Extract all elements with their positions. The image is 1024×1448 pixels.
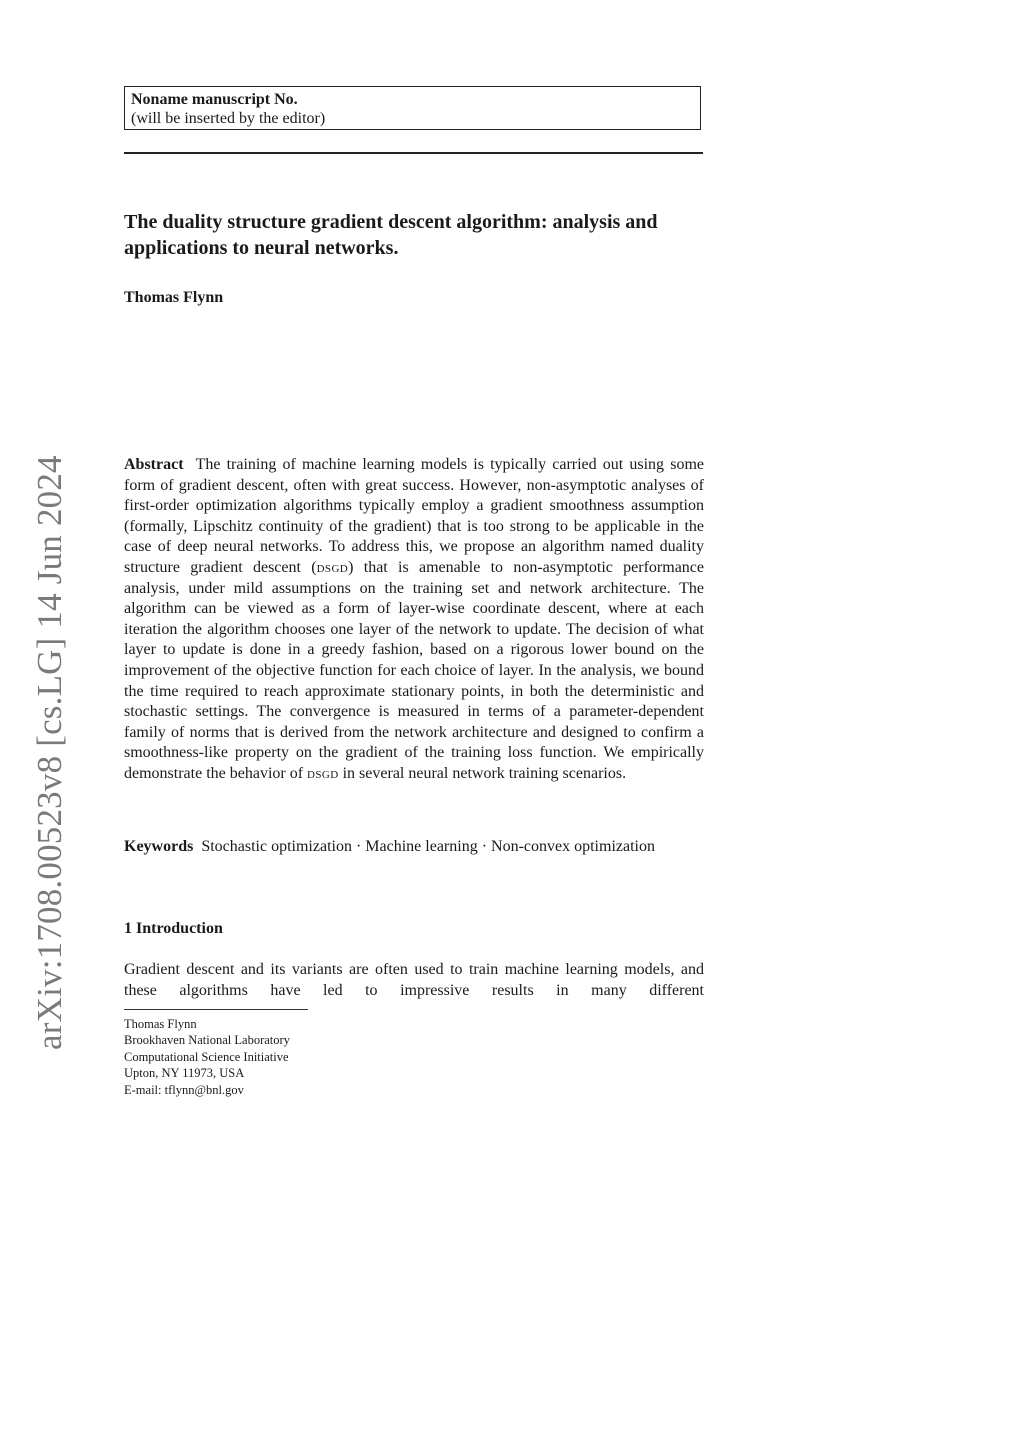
paper-title: The duality structure gradient descent algorithm: analysis and applications to neural networks. — [124, 211, 658, 259]
abstract-label: Abstract — [124, 456, 184, 473]
footnote-line: Computational Science Initiative — [124, 1049, 289, 1064]
editor-note-line: (will be inserted by the editor) — [131, 110, 326, 127]
abstract-acronym-dsgd-1: dsgd — [316, 558, 349, 576]
footnote-rule — [124, 1009, 308, 1010]
abstract-text-part1: The training of machine learning models is typically carried out using some form of gradient descent, often with great success. However, non-asymptotic analyses of first-order optimization algorithms typically employ a gradient smoothness assumption (formally, Lipschitz continuity of the gradient) that is too strong to be applicable in the case of deep neural networks. To address this, we propose an algorithm named duality structure gradient descent ( — [124, 456, 704, 576]
footnote-line: Upton, NY 11973, USA — [124, 1066, 245, 1081]
footnote-line: Thomas Flynn — [124, 1017, 197, 1031]
abstract-paragraph — [124, 455, 704, 785]
section-heading-introduction: 1 Introduction — [124, 920, 223, 937]
footnote-line: Brookhaven National Laboratory — [124, 1033, 290, 1048]
abstract-acronym-dsgd-2: dsgd — [307, 764, 339, 782]
footnote-email-line: E-mail: tflynn@bnl.gov — [124, 1082, 244, 1097]
manuscript-number-line: Noname manuscript No. — [131, 91, 298, 108]
manuscript-header-box — [124, 86, 701, 130]
abstract-text-part2: ) that is amenable to non-asymptotic performance analysis, under mild assumptions on the training set and network architecture. The algorithm can be viewed as a form of layer-wise coordinate descent, where at each iteration the algorithm chooses one layer of the network to update. The decision of what layer to update is done in a greedy fashion, based on a rigorous lower bound on the improvement of the objective function for each choice of layer. In the analysis, we bound the time required to reach approximate stationary points, in both the deterministic and stochastic settings. The convergence is measured in terms of a parameter-dependent family of norms that is derived from the network architecture and designed to confirm a smoothness-like property on the gradient of the training loss function. We empirically demonstrate the behavior of — [124, 558, 705, 782]
abstract-text-part3: in several neural network training scenarios. — [338, 764, 627, 782]
keywords-text: Stochastic optimization · Machine learning · Non-convex optimization — [201, 838, 655, 855]
header-rule — [124, 152, 703, 154]
keywords-label: Keywords — [124, 838, 194, 855]
paper-author: Thomas Flynn — [124, 289, 224, 306]
arxiv-side-stamp: arXiv:1708.00523v8 [cs.LG] 14 Jun 2024 — [30, 455, 69, 1050]
introduction-paragraph: Gradient descent and its variants are often used to train machine learning models, and these algorithms have led to impressive results in many different — [124, 961, 704, 999]
author-affiliation-footnote — [124, 1016, 290, 1098]
keywords-paragraph — [124, 837, 684, 858]
